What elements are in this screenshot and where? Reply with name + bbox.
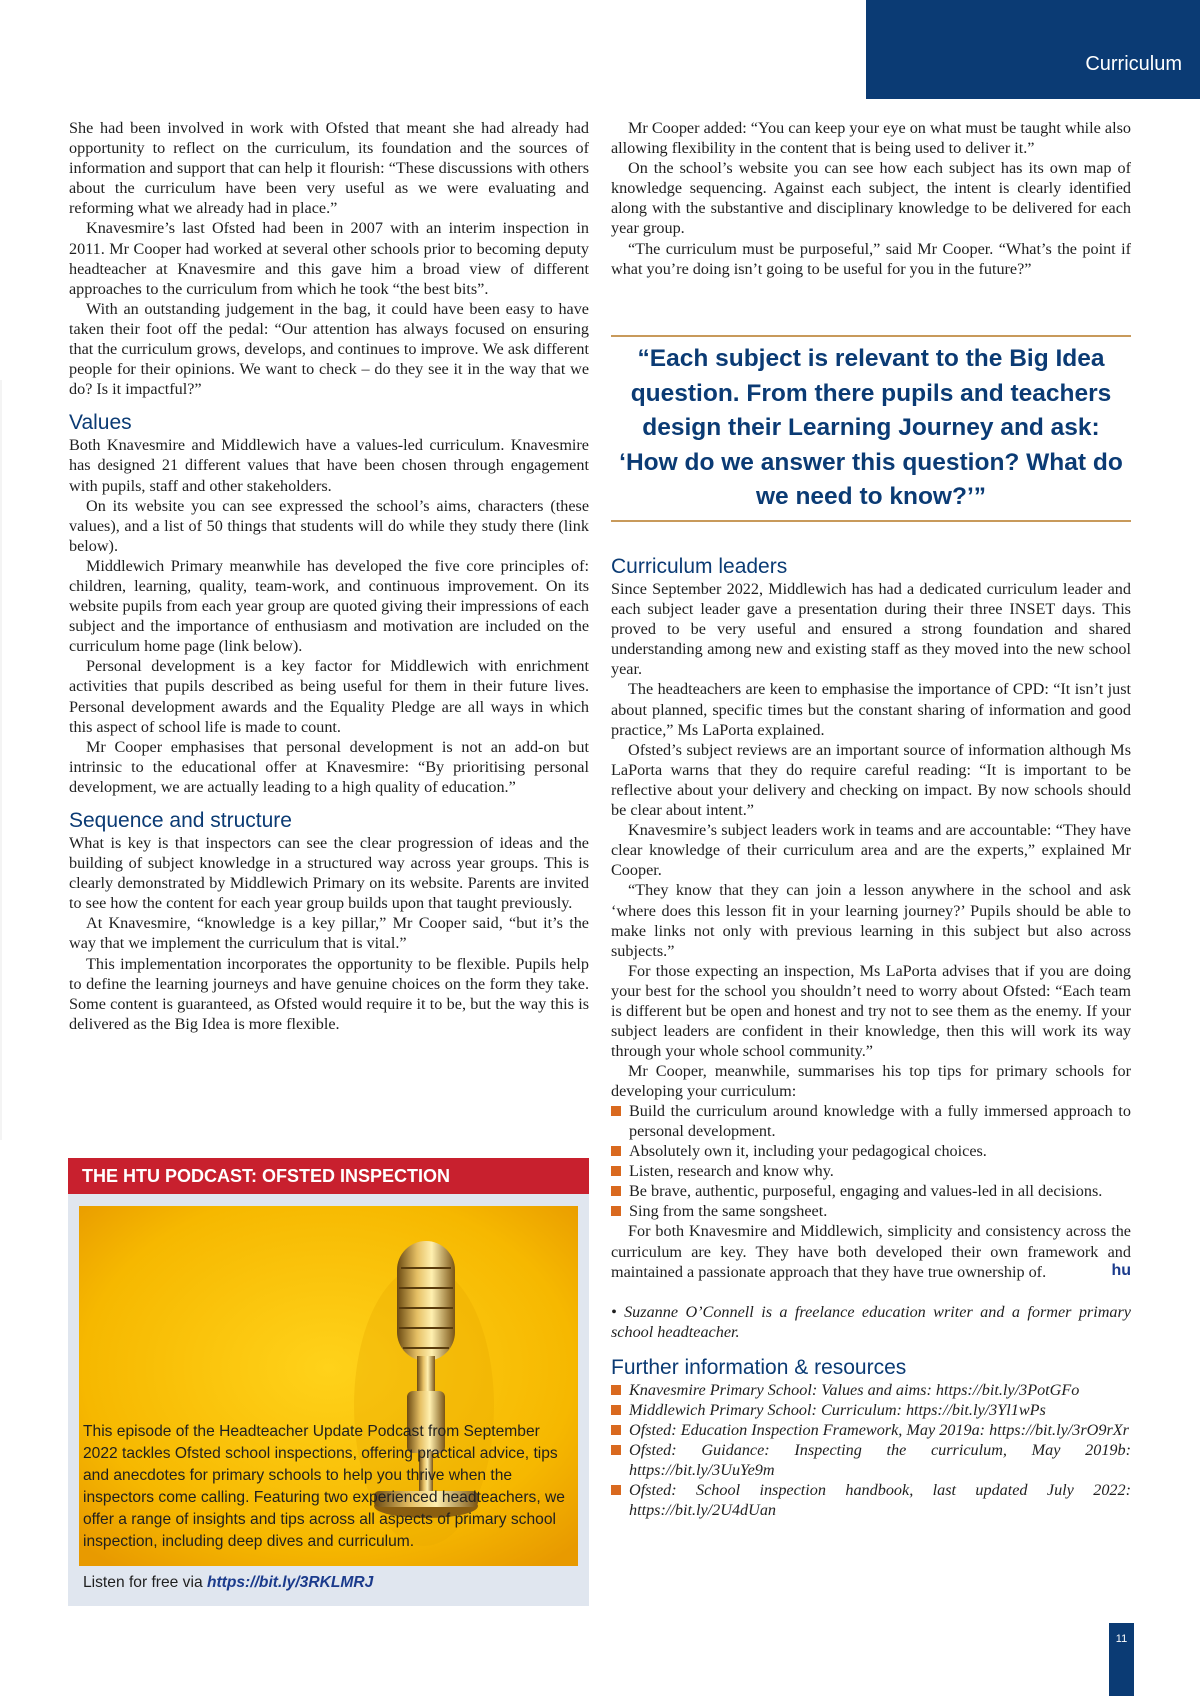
paragraph: Knavesmire’s last Ofsted had been in 2007 with an interim inspection in 2011. Mr Cooper had worked at several other schools prior to becoming deputy headteacher at Knavesmire and this gave him a broad view of different approaches to the curriculum from which he took “the best bits”.: [69, 219, 589, 298]
section-tab: [866, 0, 1200, 99]
paragraph: Mr Cooper added: “You can keep your eye on what must be taught while also allowing flexibility in the content that is being used to deliver it.”: [611, 119, 1131, 158]
heading-sequence: Sequence and structure: [69, 809, 292, 832]
list-item: Absolutely own it, including your pedagogical choices.: [611, 1141, 1131, 1161]
paragraph: Ofsted’s subject reviews are an important source of information although Ms LaPorta warns that they do require careful reading: “It is important to be reflective about your delivery and checking on impact. By now schools should be clear about intent.”: [611, 740, 1131, 820]
resource-item[interactable]: Knavesmire Primary School: Values and aims: https://bit.ly/3PotGFo: [611, 1380, 1131, 1400]
resources-list: [611, 1380, 1131, 1520]
resource-item[interactable]: Ofsted: Education Inspection Framework, May 2019a: https://bit.ly/3rO9rXr: [611, 1420, 1131, 1440]
pull-quote-text: “Each subject is relevant to the Big Idea question. From there pupils and teachers design their Learning Journey and ask: ‘How do we answer this question? What do we need to know?’”: [619, 345, 1123, 511]
page-number: 11: [1109, 1623, 1134, 1696]
heading-curriculum-leaders: Curriculum leaders: [611, 555, 788, 578]
paragraph: Knavesmire’s subject leaders work in teams and are accountable: “They have clear knowledge of their curriculum area and are the experts,” explained Mr Cooper.: [611, 821, 1131, 880]
paragraph: “They know that they can join a lesson anywhere in the school and ask ‘where does this lesson fit in your learning journey?’ Pupils should be able to make links not only with previous learning in this subject but also across subjects.”: [611, 881, 1131, 960]
paragraph: This implementation incorporates the opportunity to be flexible. Pupils help to define the learning journeys and have genuine choices on the form they take. Some content is guaranteed, as Ofsted would require it to be, but the way this is delivered as the Big Idea is more flexible.: [69, 954, 589, 1033]
paragraph: She had been involved in work with Ofsted that meant she had already had opportunity to reflect on the curriculum, its foundation and the sources of information and support that can help it flourish: “These discussions with others about the curriculum have been very useful as we were evaluating and reforming what we already had in place.”: [69, 119, 589, 218]
paragraph: On the school’s website you can see how each subject has its own map of knowledge sequencing. Against each subject, the intent is clearly identified along with the substantive and disciplinary knowledge to be delivered for each year group.: [611, 159, 1131, 238]
pull-quote: [611, 335, 1131, 522]
resource-item[interactable]: Ofsted: School inspection handbook, last updated July 2022: https://bit.ly/2U4dUan: [611, 1480, 1131, 1520]
podcast-listen: [83, 1574, 373, 1592]
paragraph: Mr Cooper, meanwhile, summarises his top tips for primary schools for developing your curriculum:: [611, 1062, 1131, 1101]
list-item: Be brave, authentic, purposeful, engaging and values-led in all decisions.: [611, 1181, 1131, 1201]
paragraph: Mr Cooper emphasises that personal development is not an add-on but intrinsic to the educational offer at Knavesmire: “By prioritising personal development, we are actually leading to a high quality of education.”: [69, 737, 589, 796]
paragraph: On its website you can see expressed the school’s aims, characters (these values), and a list of 50 things that students will do while they study there (link below).: [69, 496, 589, 555]
podcast-listen-label: Listen for free via: [83, 1574, 207, 1591]
list-item: Build the curriculum around knowledge with a fully immersed approach to personal development.: [611, 1101, 1131, 1141]
right-column-top: [611, 118, 1131, 279]
podcast-link[interactable]: https://bit.ly/3RKLMRJ: [206, 1574, 374, 1591]
section-title: Curriculum: [1085, 53, 1182, 75]
paragraph: Since September 2022, Middlewich has had a dedicated curriculum leader and each subject leader gave a presentation during their three INSET days. This proved to be very useful and ensured a strong foundation and shared understanding among new and existing staff as they moved into the new school year.: [611, 580, 1131, 679]
list-item: Listen, research and know why.: [611, 1161, 1131, 1181]
paragraph: For those expecting an inspection, Ms LaPorta advises that if you are doing your best for the school you shouldn’t need to worry about Ofsted: “Each team is different but be open and honest and try not to see them as the enemy. If your subject leaders are confident in their knowledge, then this will work its way through your whole school community.”: [611, 961, 1131, 1061]
right-column-bottom: [611, 555, 1131, 1520]
margin-rule: [0, 380, 2, 1140]
paragraph: The headteachers are keen to emphasise the importance of CPD: “It isn’t just about planned, specific times but the constant sharing of information and good practice,” Ms LaPorta explained.: [611, 680, 1131, 739]
heading-resources: Further information & resources: [611, 1355, 907, 1379]
paragraph: “The curriculum must be purposeful,” said Mr Cooper. “What’s the point if what you’re doing isn’t going to be useful for you in the future?”: [611, 239, 1131, 278]
hu-logo: hu: [1111, 1261, 1131, 1279]
podcast-title: THE HTU PODCAST: OFSTED INSPECTION: [68, 1158, 589, 1194]
paragraph: With an outstanding judgement in the bag, it could have been easy to have taken their foot off the pedal: “Our attention has always focused on ensuring that the curriculum grows, develops, and continues to improve. We ask different people for their opinions. We want to check – do they see it in the way that we do? Is it impactful?”: [69, 299, 589, 399]
paragraph: Both Knavesmire and Middlewich have a values-led curriculum. Knavesmire has designed 21 different values that have been chosen through engagement with pupils, staff and other stakeholders.: [69, 436, 589, 495]
paragraph: What is key is that inspectors can see the clear progression of ideas and the building of subject knowledge in a structured way across year groups. This is clearly demonstrated by Middlewich Primary on its website. Parents are invited to see how the content for each year group builds upon that taught previously.: [69, 834, 589, 913]
heading-values: Values: [69, 411, 132, 435]
podcast-description: This episode of the Headteacher Update Podcast from September 2022 tackles Ofsted school inspections, offering practical advice, tips and anecdotes for primary schools to help you thrive when the inspectors come calling. Featuring two experienced headteachers, we offer a range of insights and tips across all aspects of primary school inspection, including deep dives and curriculum.: [83, 1423, 565, 1550]
paragraph: Personal development is a key factor for Middlewich with enrichment activities that pupils described as being useful for them in their future lives. Personal development awards and the Equality Pledge are all ways in which this aspect of school life is made to count.: [69, 657, 589, 736]
list-item: Sing from the same songsheet.: [611, 1201, 1131, 1221]
paragraph: Middlewich Primary meanwhile has developed the five core principles of: children, learning, quality, team-work, and continuous improvement. On its website pupils from each year group are quoted giving their impressions of each subject and the importance of enthusiasm and motivation are included on the curriculum home page (link below).: [69, 556, 589, 656]
tips-list: [611, 1101, 1131, 1221]
left-column: [69, 118, 589, 1034]
resource-item[interactable]: Middlewich Primary School: Curriculum: https://bit.ly/3Yl1wPs: [611, 1400, 1131, 1420]
resource-item[interactable]: Ofsted: Guidance: Inspecting the curriculum, May 2019b: https://bit.ly/3UuYe9m: [611, 1440, 1131, 1480]
author-note: • Suzanne O’Connell is a freelance education writer and a former primary school headteacher.: [611, 1302, 1131, 1341]
paragraph: For both Knavesmire and Middlewich, simplicity and consistency across the curriculum are key. They have both developed their own framework and maintained a passionate approach that they have true ownership of.: [611, 1222, 1131, 1281]
paragraph: At Knavesmire, “knowledge is a key pillar,” Mr Cooper said, “but it’s the way that we implement the curriculum that is vital.”: [69, 914, 589, 953]
